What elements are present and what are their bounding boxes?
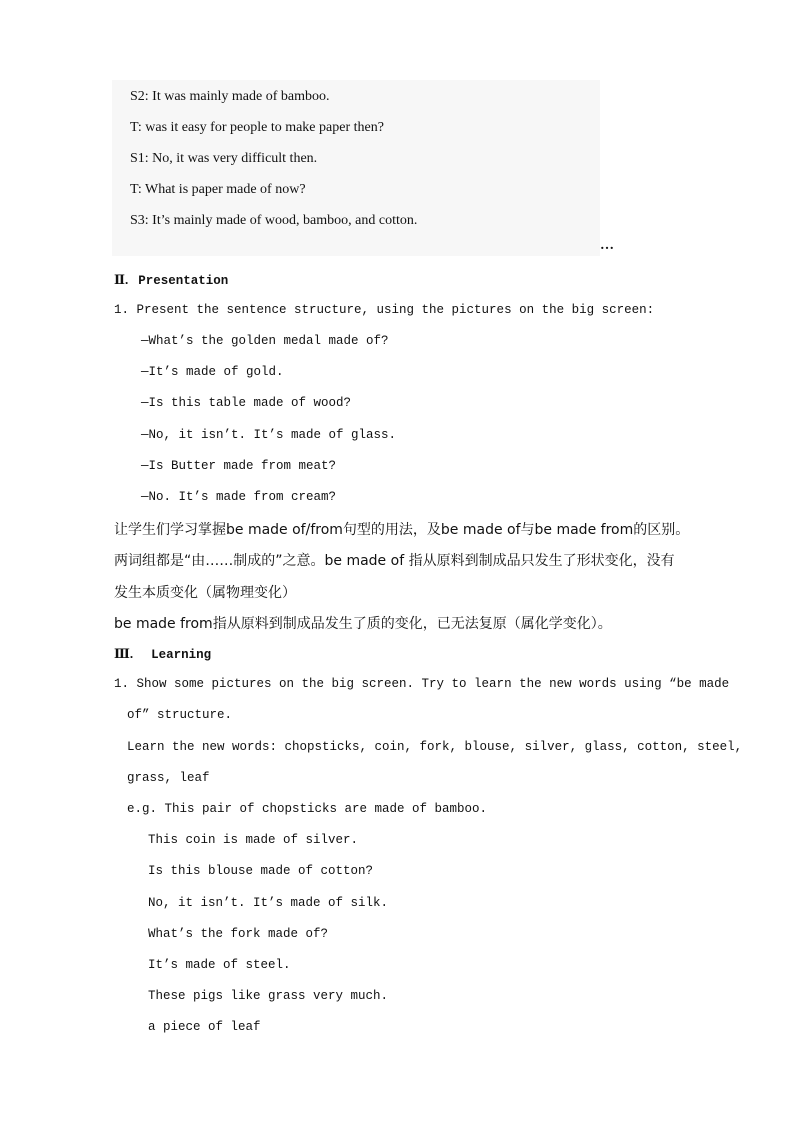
dialog-line: —No, it isn’t. It’s made of glass.	[141, 428, 397, 442]
dialog-line: —Is Butter made from meat?	[141, 459, 337, 473]
example-line: What’s the fork made of?	[148, 927, 329, 941]
section-numeral: Ⅱ.	[114, 272, 129, 287]
dialog-line: —What’s the golden medal made of?	[141, 334, 389, 348]
example-intro: e.g. This pair of chopsticks are made of bamboo.	[127, 802, 488, 816]
example-line: Is this blouse made of cotton?	[148, 864, 374, 878]
warmup-dialog-box	[112, 80, 600, 256]
warmup-line: S1: No, it was very difficult then.	[130, 151, 318, 166]
example-line: These pigs like grass very much.	[148, 989, 389, 1003]
dialog-line: —No. It’s made from cream?	[141, 490, 337, 504]
warmup-line: S2: It was mainly made of bamboo.	[130, 89, 330, 104]
warmup-line: T: What is paper made of now?	[130, 182, 306, 197]
warmup-line: S3: It’s mainly made of wood, bamboo, and cotton.	[130, 213, 418, 228]
section-numeral: Ⅲ.	[114, 646, 134, 661]
new-words-continued: grass, leaf	[127, 771, 210, 785]
example-line: a piece of leaf	[148, 1020, 261, 1034]
teaching-note: 两词组都是“由……制成的”之意。be made of 指从原料到制成品只发生了形状变化，没有	[114, 553, 675, 569]
example-line: This coin is made of silver.	[148, 833, 359, 847]
section-heading-presentation	[114, 271, 228, 289]
warmup-line: T: was it easy for people to make paper then?	[130, 120, 384, 135]
dialog-line: —It’s made of gold.	[141, 365, 284, 379]
section-title: Learning	[151, 648, 212, 662]
example-line: It’s made of steel.	[148, 958, 291, 972]
learning-step-1: 1. Show some pictures on the big screen. Try to learn the new words using “be made	[114, 677, 730, 691]
new-words: Learn the new words: chopsticks, coin, fork, blouse, silver, glass, cotton, steel,	[127, 740, 743, 754]
section-heading-learning	[114, 645, 211, 663]
example-line: No, it isn’t. It’s made of silk.	[148, 896, 389, 910]
teaching-note: 让学生们学习掌握be made of/from句型的用法，及be made of与be made from的区别。	[114, 522, 690, 538]
section-title: Presentation	[138, 274, 229, 288]
presentation-step-1: 1. Present the sentence structure, using the pictures on the big screen:	[114, 303, 655, 317]
teaching-note: 发生本质变化（属物理变化）	[114, 585, 296, 601]
learning-step-1-continued: of” structure.	[127, 708, 233, 722]
dialog-line: —Is this table made of wood?	[141, 396, 352, 410]
warmup-ellipsis: …	[600, 238, 614, 253]
teaching-note: be made from指从原料到制成品发生了质的变化，已无法复原（属化学变化）。	[114, 616, 612, 632]
